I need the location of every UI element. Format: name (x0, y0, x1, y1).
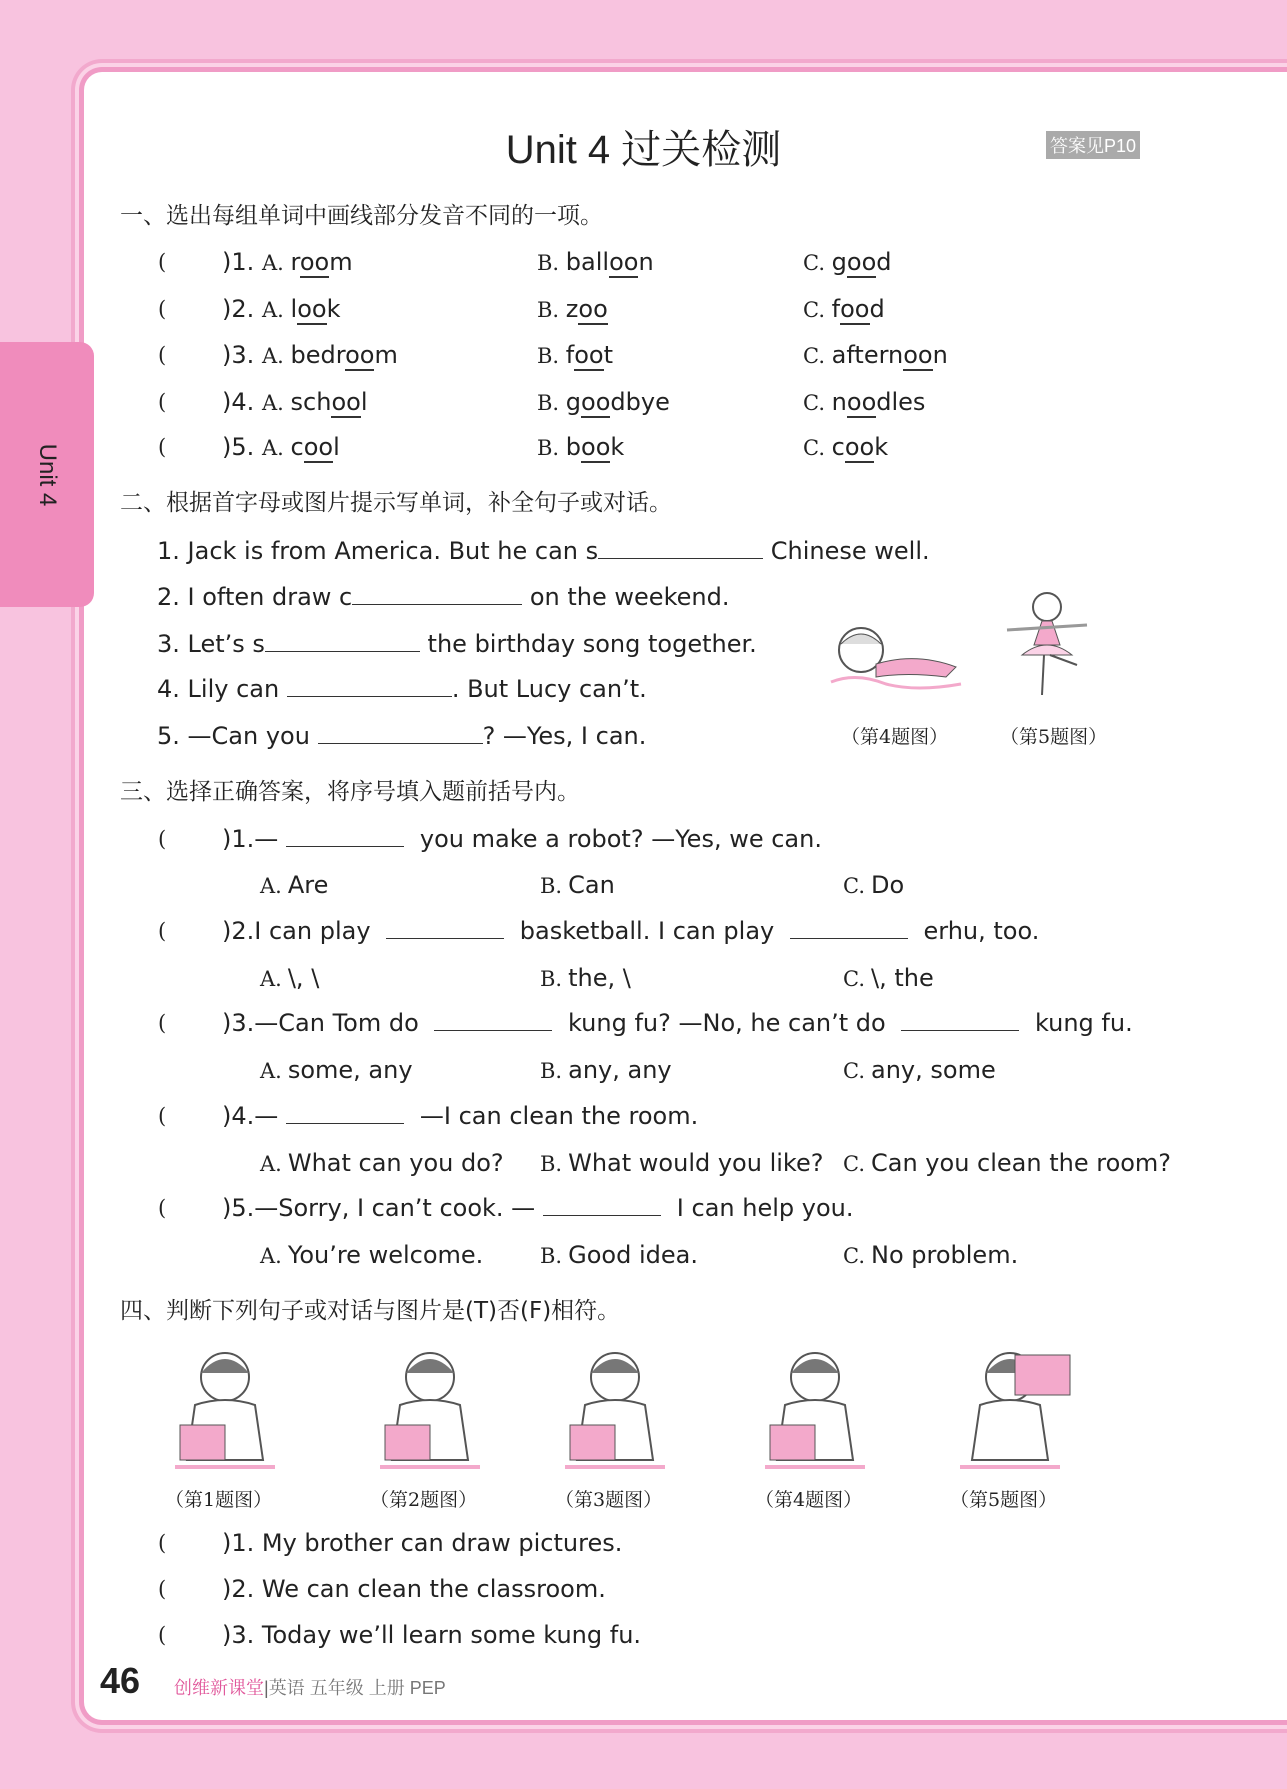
word-part: m (329, 248, 353, 276)
word-part: n (638, 248, 654, 276)
underlined-letters: oo (345, 341, 375, 369)
underlined-letters: oo (299, 248, 330, 276)
option-text: \, the (871, 964, 934, 992)
answer-blank[interactable] (286, 1102, 404, 1124)
question-number: )2. (222, 917, 255, 945)
picture-caption: （第4题图） (841, 726, 949, 748)
option-label: A. (260, 967, 282, 991)
word-part: t (603, 341, 614, 369)
answer-option (843, 1240, 1018, 1271)
question-text: you make a robot? —Yes, we can. (412, 825, 822, 853)
option-label: A. (262, 298, 291, 322)
reading-boy-picture (155, 1345, 295, 1479)
word-part: d (876, 248, 892, 276)
question-text: — (254, 825, 279, 853)
question-text: on the weekend. (522, 583, 730, 611)
fill-in-question (157, 674, 647, 704)
answer-blank[interactable] (598, 537, 763, 559)
question-text: the birthday song together. (419, 630, 757, 658)
option-a (262, 387, 368, 418)
answer-blank[interactable] (790, 917, 908, 939)
underlined-letters: oo (846, 248, 877, 276)
question-number: )5. (222, 433, 255, 461)
option-c (803, 432, 888, 463)
word-part: l (360, 388, 368, 416)
answer-option (260, 1148, 504, 1179)
question-text: . But Lucy can’t. (451, 675, 647, 703)
option-label: A. (262, 436, 291, 460)
word-part: k (326, 295, 341, 323)
question-text: 5. —Can you (157, 722, 318, 750)
question-number: )1. (222, 248, 255, 276)
option-label: C. (843, 1059, 865, 1083)
kung-fu-kids-picture (545, 1345, 685, 1479)
option-label: B. (537, 436, 566, 460)
question-text: ? —Yes, I can. (482, 722, 647, 750)
question-text: Chinese well. (763, 537, 930, 565)
question-number: )4. (222, 388, 255, 416)
unit-side-tab: Unit 4 (0, 342, 94, 607)
underlined-letters: oo (297, 295, 327, 323)
answer-bracket: ( (158, 1196, 167, 1220)
word-part: g (565, 388, 582, 416)
option-label: B. (537, 391, 566, 415)
question-number: )3. (222, 1009, 255, 1037)
answer-option (540, 1240, 698, 1271)
word-part: l (290, 295, 298, 323)
choice-question (222, 1101, 698, 1131)
word-part: aftern (831, 341, 904, 369)
question-text: erhu, too. (915, 917, 1040, 945)
option-b (537, 387, 670, 418)
answer-option (260, 1240, 483, 1271)
underlined-letters: oo (578, 295, 608, 323)
choice-question (222, 824, 822, 854)
word-part: z (565, 295, 579, 323)
answer-blank[interactable] (286, 825, 404, 847)
underlined-letters: oo (903, 341, 933, 369)
choice-question (222, 1008, 1133, 1038)
section-3-heading: 三、选择正确答案，将序号填入题前括号内。 (120, 779, 580, 805)
option-label: C. (803, 298, 832, 322)
picture-caption: （第5题图） (950, 1489, 1058, 1511)
underlined-letters: oo (581, 433, 611, 461)
answer-option (540, 1055, 672, 1086)
option-label: B. (537, 298, 566, 322)
question-number: )5. (222, 1194, 255, 1222)
answer-option (843, 1148, 1171, 1179)
page-number: 46 (100, 1660, 141, 1701)
option-label: A. (260, 874, 282, 898)
answer-option (843, 870, 904, 901)
answer-bracket: ( (158, 1531, 167, 1555)
answer-bracket: ( (158, 250, 167, 274)
question-text: 2. I often draw c (157, 583, 353, 611)
answer-blank[interactable] (386, 917, 504, 939)
option-b (537, 294, 608, 325)
option-label: A. (260, 1244, 282, 1268)
book-info: 英语 五年级 上册 PEP (268, 1678, 446, 1698)
swimming-girl-picture (826, 622, 966, 701)
option-label: C. (843, 967, 865, 991)
word-part: d (869, 295, 885, 323)
word-part: dles (876, 388, 926, 416)
underlined-letters: oo (303, 433, 334, 461)
underlined-letters: oo (840, 295, 870, 323)
choice-question (222, 916, 1039, 946)
option-c (803, 340, 948, 371)
word-part: b (565, 433, 582, 461)
answer-option (843, 963, 934, 994)
option-label: B. (537, 344, 566, 368)
option-label: B. (540, 967, 563, 991)
underlined-letters: oo (574, 341, 604, 369)
option-label: B. (537, 251, 566, 275)
answer-bracket: ( (158, 1104, 167, 1128)
word-part: k (610, 433, 625, 461)
fill-in-question (157, 721, 646, 751)
option-label: A. (262, 391, 291, 415)
option-label: C. (803, 344, 832, 368)
underlined-letters: oo (844, 433, 875, 461)
option-text: Good idea. (568, 1241, 698, 1269)
word-part: c (831, 433, 845, 461)
answer-bracket: ( (158, 1623, 167, 1647)
fill-in-question (157, 536, 930, 566)
option-label: C. (843, 1152, 865, 1176)
option-label: A. (262, 251, 291, 275)
answer-bracket: ( (158, 297, 167, 321)
option-text: any, some (871, 1056, 996, 1084)
option-text: You’re welcome. (287, 1241, 484, 1269)
word-part: l (333, 433, 340, 461)
option-text: Are (287, 871, 329, 899)
option-label: B. (540, 1059, 563, 1083)
question-text: I can help you. (669, 1194, 854, 1222)
answer-bracket: ( (158, 827, 167, 851)
judgement-statement: )3. Today we’ll learn some kung fu. (222, 1621, 642, 1649)
option-b (537, 432, 624, 463)
option-label: B. (540, 1152, 563, 1176)
word-part: dbye (610, 388, 670, 416)
option-c (803, 247, 892, 278)
judgement-statement: )2. We can clean the classroom. (222, 1575, 606, 1603)
picture-caption: （第3题图） (555, 1489, 663, 1511)
question-number: )4. (222, 1102, 255, 1130)
question-text: I can play (254, 917, 379, 945)
option-label: C. (843, 874, 865, 898)
underlined-letters: oo (846, 388, 877, 416)
question-text: 4. Lily can (157, 675, 287, 703)
option-label: B. (540, 874, 563, 898)
picture-caption: （第5题图） (1000, 726, 1108, 748)
answer-blank[interactable] (434, 1009, 552, 1031)
question-text: kung fu. (1027, 1009, 1133, 1037)
option-text: What can you do? (287, 1149, 504, 1177)
word-part: n (831, 388, 847, 416)
picture-caption: （第4题图） (755, 1489, 863, 1511)
answer-option (540, 1148, 823, 1179)
option-text: any, any (568, 1056, 672, 1084)
question-text: — (254, 1102, 279, 1130)
option-text: No problem. (871, 1241, 1019, 1269)
page-title: Unit 4 过关检测 (505, 128, 782, 172)
computer-kid-picture (940, 1345, 1080, 1479)
option-b (537, 247, 654, 278)
answer-option (260, 963, 319, 994)
choice-question (222, 1193, 853, 1223)
section-1-heading: 一、选出每组单词中画线部分发音不同的一项。 (120, 203, 603, 229)
underlined-letters: oo (609, 248, 639, 276)
answer-bracket: ( (158, 390, 167, 414)
option-c (803, 387, 925, 418)
answer-blank[interactable] (543, 1194, 661, 1216)
underlined-letters: oo (581, 388, 611, 416)
option-text: \, \ (287, 964, 320, 992)
section-4-heading: 四、判断下列句子或对话与图片是(T)否(F)相符。 (120, 1298, 621, 1324)
word-part: m (374, 341, 398, 369)
option-a (262, 432, 340, 463)
footer-info (174, 1673, 446, 1703)
option-text: Can you clean the room? (871, 1149, 1172, 1177)
answer-blank[interactable] (265, 630, 420, 652)
word-part: bedr (290, 341, 346, 369)
section-2-heading: 二、根据首字母或图片提示写单词，补全句子或对话。 (120, 490, 672, 516)
option-text: What would you like? (568, 1149, 824, 1177)
question-text: —Sorry, I can’t cook. — (254, 1194, 536, 1222)
word-part: g (831, 248, 847, 276)
separator: | (264, 1678, 269, 1698)
picture-caption: （第1题图） (165, 1489, 273, 1511)
word-part: k (874, 433, 889, 461)
option-label: C. (803, 391, 832, 415)
brand: 创维新课堂 (174, 1678, 264, 1698)
question-number: )3. (222, 341, 255, 369)
option-label: C. (843, 1244, 865, 1268)
question-number: )2. (222, 295, 255, 323)
answer-blank[interactable] (318, 722, 483, 744)
answer-blank[interactable] (287, 675, 452, 697)
question-text: basketball. I can play (512, 917, 782, 945)
question-text: —I can clean the room. (412, 1102, 699, 1130)
word-part: r (290, 248, 300, 276)
answer-option (540, 870, 615, 901)
option-text: the, \ (568, 964, 631, 992)
option-c (803, 294, 885, 325)
answer-option (540, 963, 631, 994)
option-a (262, 340, 398, 371)
option-text: Do (871, 871, 905, 899)
word-part: ball (565, 248, 610, 276)
option-text: some, any (287, 1056, 413, 1084)
answer-option (260, 870, 328, 901)
option-label: C. (803, 436, 832, 460)
fill-in-question (157, 629, 757, 659)
question-text: kung fu? —No, he can’t do (560, 1009, 894, 1037)
answer-blank[interactable] (901, 1009, 1019, 1031)
answer-bracket: ( (158, 435, 167, 459)
erhu-girl-picture (745, 1345, 885, 1479)
answer-bracket: ( (158, 1577, 167, 1601)
option-b (537, 340, 613, 371)
answer-option (843, 1055, 996, 1086)
option-label: A. (262, 344, 291, 368)
option-label: B. (540, 1244, 563, 1268)
option-a (262, 247, 353, 278)
answer-reference-badge: 答案见P10 (1046, 131, 1140, 159)
answer-bracket: ( (158, 343, 167, 367)
question-text: —Can Tom do (254, 1009, 427, 1037)
word-part: f (565, 341, 575, 369)
fill-in-question (157, 582, 729, 612)
answer-bracket: ( (158, 1011, 167, 1035)
option-text: Can (568, 871, 615, 899)
word-part: sch (290, 388, 332, 416)
option-label: A. (260, 1152, 282, 1176)
judgement-statement: )1. My brother can draw pictures. (222, 1529, 623, 1557)
answer-bracket: ( (158, 919, 167, 943)
word-part: c (290, 433, 304, 461)
option-a (262, 294, 340, 325)
ballet-girl-picture (1002, 585, 1092, 704)
option-label: C. (803, 251, 832, 275)
question-text: 3. Let’s s (157, 630, 265, 658)
question-number: )1. (222, 825, 255, 853)
washing-boy-picture (360, 1345, 500, 1479)
answer-option (260, 1055, 413, 1086)
answer-blank[interactable] (352, 583, 522, 605)
question-text: 1. Jack is from America. But he can s (157, 537, 599, 565)
picture-caption: （第2题图） (370, 1489, 478, 1511)
word-part: f (831, 295, 841, 323)
underlined-letters: oo (331, 388, 361, 416)
option-label: A. (260, 1059, 282, 1083)
word-part: n (932, 341, 948, 369)
